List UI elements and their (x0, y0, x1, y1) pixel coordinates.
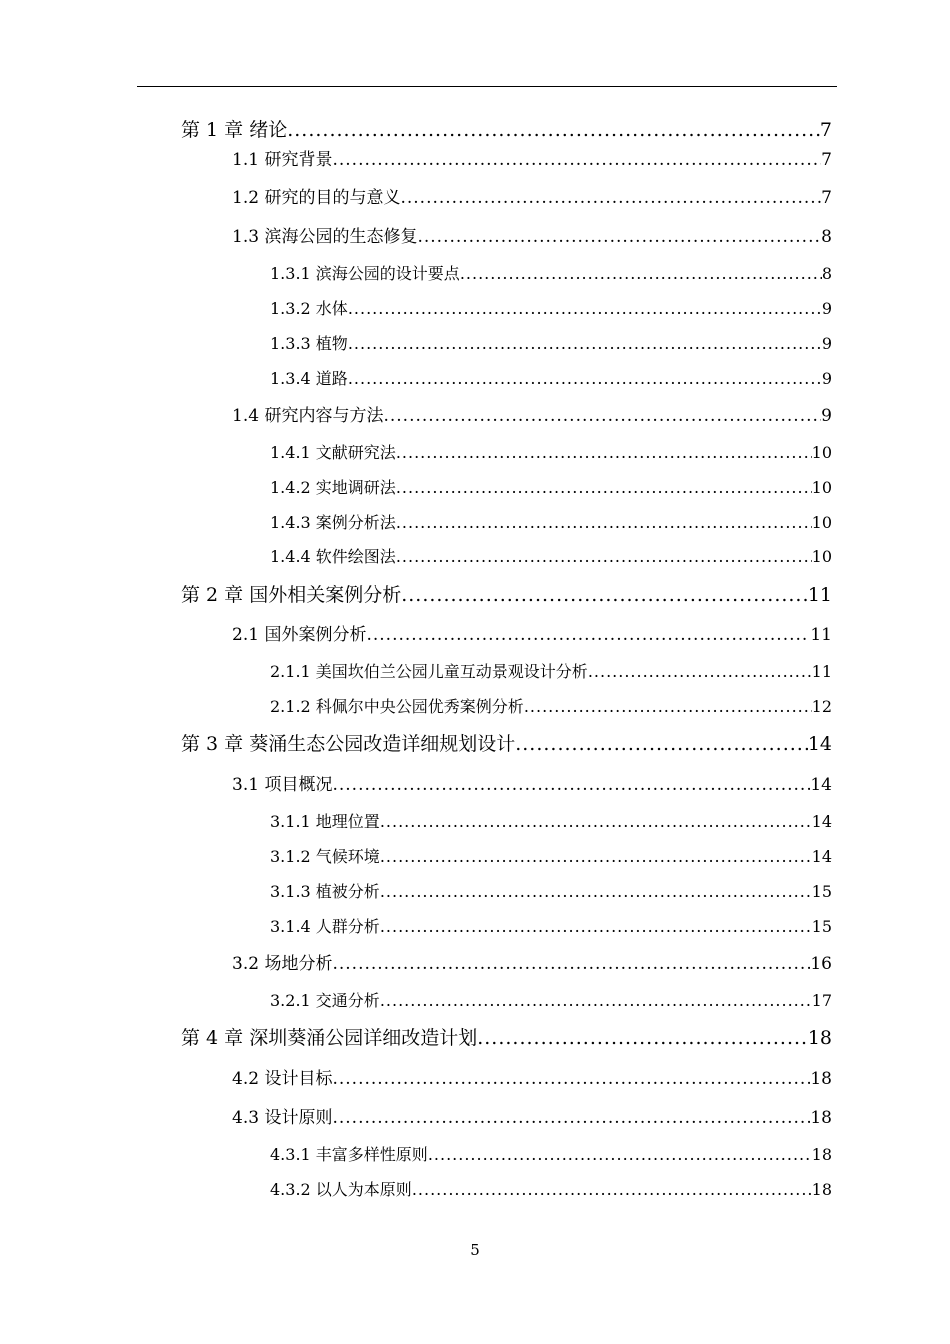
toc-entry[interactable] (270, 261, 832, 284)
leader-dots (477, 1027, 808, 1049)
toc-entry-label: 3.1.2 气候环境 (270, 847, 380, 866)
leader-dots (460, 264, 822, 283)
leader-dots (380, 812, 812, 831)
toc-entry-page: 7 (821, 150, 832, 170)
toc-entry-label: 3.1.4 人群分析 (270, 917, 380, 936)
toc-entry[interactable] (270, 510, 832, 533)
leader-dots (287, 119, 820, 141)
toc-entry[interactable] (181, 1023, 832, 1050)
toc-entry-page: 14 (807, 733, 832, 755)
toc-entry-label: 第 4 章 深圳葵涌公园详细改造计划 (181, 1027, 478, 1049)
toc-entry-page: 9 (821, 406, 832, 426)
toc-entry-label: 2.1.1 美国坎伯兰公园儿童互动景观设计分析 (270, 662, 588, 681)
toc-entry-page: 14 (810, 775, 832, 795)
leader-dots (366, 625, 810, 645)
toc-entry[interactable] (232, 401, 832, 426)
leader-dots (348, 369, 822, 388)
leader-dots (380, 991, 812, 1010)
leader-dots (348, 334, 822, 353)
toc-entry[interactable] (270, 879, 832, 902)
toc-entry-label: 3.1.3 植被分析 (270, 882, 380, 901)
toc-entry-label: 1.3.3 植物 (270, 334, 348, 353)
toc-entry-label: 第 1 章 绪论 (181, 119, 288, 141)
toc-entry[interactable] (232, 183, 832, 208)
leader-dots (396, 478, 812, 497)
toc-entry-label: 第 3 章 葵涌生态公园改造详细规划设计 (181, 733, 516, 755)
toc-entry-label: 4.3.2 以人为本原则 (270, 1180, 412, 1199)
leader-dots (332, 775, 810, 795)
leader-dots (332, 1069, 810, 1089)
toc-entry[interactable] (270, 1142, 832, 1165)
toc-entry[interactable] (270, 440, 832, 463)
toc-entry[interactable] (232, 145, 832, 170)
toc-entry[interactable] (270, 659, 832, 682)
leader-dots (332, 150, 821, 170)
toc-entry[interactable] (270, 366, 832, 389)
toc-entry-page: 9 (821, 369, 832, 388)
toc-entry-label: 3.1.1 地理位置 (270, 812, 380, 831)
toc-entry-label: 1.3.1 滨海公园的设计要点 (270, 264, 460, 283)
leader-dots (396, 547, 812, 566)
toc-entry-label: 1.3.4 道路 (270, 369, 348, 388)
toc-entry-page: 16 (810, 954, 832, 974)
toc-entry-page: 8 (821, 264, 832, 283)
toc-entry[interactable] (232, 620, 832, 645)
toc-entry-label: 1.4 研究内容与方法 (232, 406, 384, 426)
toc-entry[interactable] (270, 544, 832, 567)
toc-entry[interactable] (181, 115, 832, 142)
toc-entry-page: 18 (810, 1069, 832, 1089)
toc-entry-page: 10 (811, 513, 832, 532)
leader-dots (412, 1180, 812, 1199)
toc-entry-label: 1.2 研究的目的与意义 (232, 188, 401, 208)
leader-dots (401, 584, 808, 606)
leader-dots (400, 188, 821, 208)
toc-entry[interactable] (270, 1177, 832, 1200)
toc-entry[interactable] (232, 1064, 832, 1089)
toc-entry-page: 11 (810, 625, 832, 645)
toc-entry-label: 4.3 设计原则 (232, 1108, 333, 1128)
toc-entry-label: 3.2 场地分析 (232, 954, 333, 974)
toc-entry-page: 8 (821, 227, 832, 247)
toc-entry-page: 18 (811, 1145, 832, 1164)
toc-entry[interactable] (232, 770, 832, 795)
leader-dots (524, 697, 812, 716)
toc-entry-page: 15 (811, 882, 832, 901)
toc-entry[interactable] (181, 729, 832, 756)
toc-entry-label: 4.3.1 丰富多样性原则 (270, 1145, 428, 1164)
leader-dots (348, 299, 822, 318)
toc-entry-label: 2.1 国外案例分析 (232, 625, 367, 645)
toc-entry-page: 18 (807, 1027, 832, 1049)
toc-entry-page: 10 (811, 478, 832, 497)
toc-entry-page: 10 (811, 443, 832, 462)
toc-entry[interactable] (232, 222, 832, 247)
toc-entry-page: 9 (821, 299, 832, 318)
toc-entry-label: 2.1.2 科佩尔中央公园优秀案例分析 (270, 697, 524, 716)
toc-entry[interactable] (270, 914, 832, 937)
toc-entry-label: 1.3 滨海公园的生态修复 (232, 227, 418, 247)
toc-entry[interactable] (270, 988, 832, 1011)
toc-entry-label: 1.4.2 实地调研法 (270, 478, 396, 497)
toc-entry-label: 1.1 研究背景 (232, 150, 333, 170)
toc-entry-label: 3.1 项目概况 (232, 775, 333, 795)
toc-entry[interactable] (270, 809, 832, 832)
toc-entry[interactable] (232, 949, 832, 974)
leader-dots (383, 406, 821, 426)
leader-dots (396, 513, 812, 532)
toc-entry-page: 11 (811, 662, 832, 681)
leader-dots (515, 733, 808, 755)
toc-entry-page: 17 (811, 991, 832, 1010)
toc-entry-label: 1.3.2 水体 (270, 299, 348, 318)
toc-entry-label: 1.4.1 文献研究法 (270, 443, 396, 462)
toc-entry-page: 18 (810, 1108, 832, 1128)
toc-entry-page: 7 (819, 119, 832, 141)
toc-entry-page: 14 (811, 847, 832, 866)
toc-entry[interactable] (270, 296, 832, 319)
page-number: 5 (470, 1241, 480, 1259)
toc-entry-page: 15 (811, 917, 832, 936)
toc-entry[interactable] (270, 694, 832, 717)
toc-entry-page: 18 (811, 1180, 832, 1199)
toc-entry-page: 10 (811, 547, 832, 566)
leader-dots (332, 954, 810, 974)
toc-entry-label: 第 2 章 国外相关案例分析 (181, 584, 402, 606)
toc-entry[interactable] (270, 844, 832, 867)
toc-entry-page: 11 (807, 584, 832, 606)
leader-dots (380, 847, 812, 866)
leader-dots (396, 443, 812, 462)
leader-dots (332, 1108, 810, 1128)
toc-entry-label: 1.4.4 软件绘图法 (270, 547, 396, 566)
toc-entry-label: 4.2 设计目标 (232, 1069, 333, 1089)
toc-entry[interactable] (232, 1103, 832, 1128)
toc-entry-page: 14 (811, 812, 832, 831)
leader-dots (588, 662, 812, 681)
leader-dots (380, 882, 812, 901)
toc-entry[interactable] (270, 475, 832, 498)
leader-dots (380, 917, 812, 936)
toc-entry-label: 3.2.1 交通分析 (270, 991, 380, 1010)
toc-entry-page: 7 (821, 188, 832, 208)
toc-entry-page: 9 (821, 334, 832, 353)
leader-dots (428, 1145, 812, 1164)
toc-entry[interactable] (270, 331, 832, 354)
toc-entry[interactable] (181, 580, 832, 607)
leader-dots (417, 227, 821, 247)
toc-entry-page: 12 (811, 697, 832, 716)
toc-entry-label: 1.4.3 案例分析法 (270, 513, 396, 532)
